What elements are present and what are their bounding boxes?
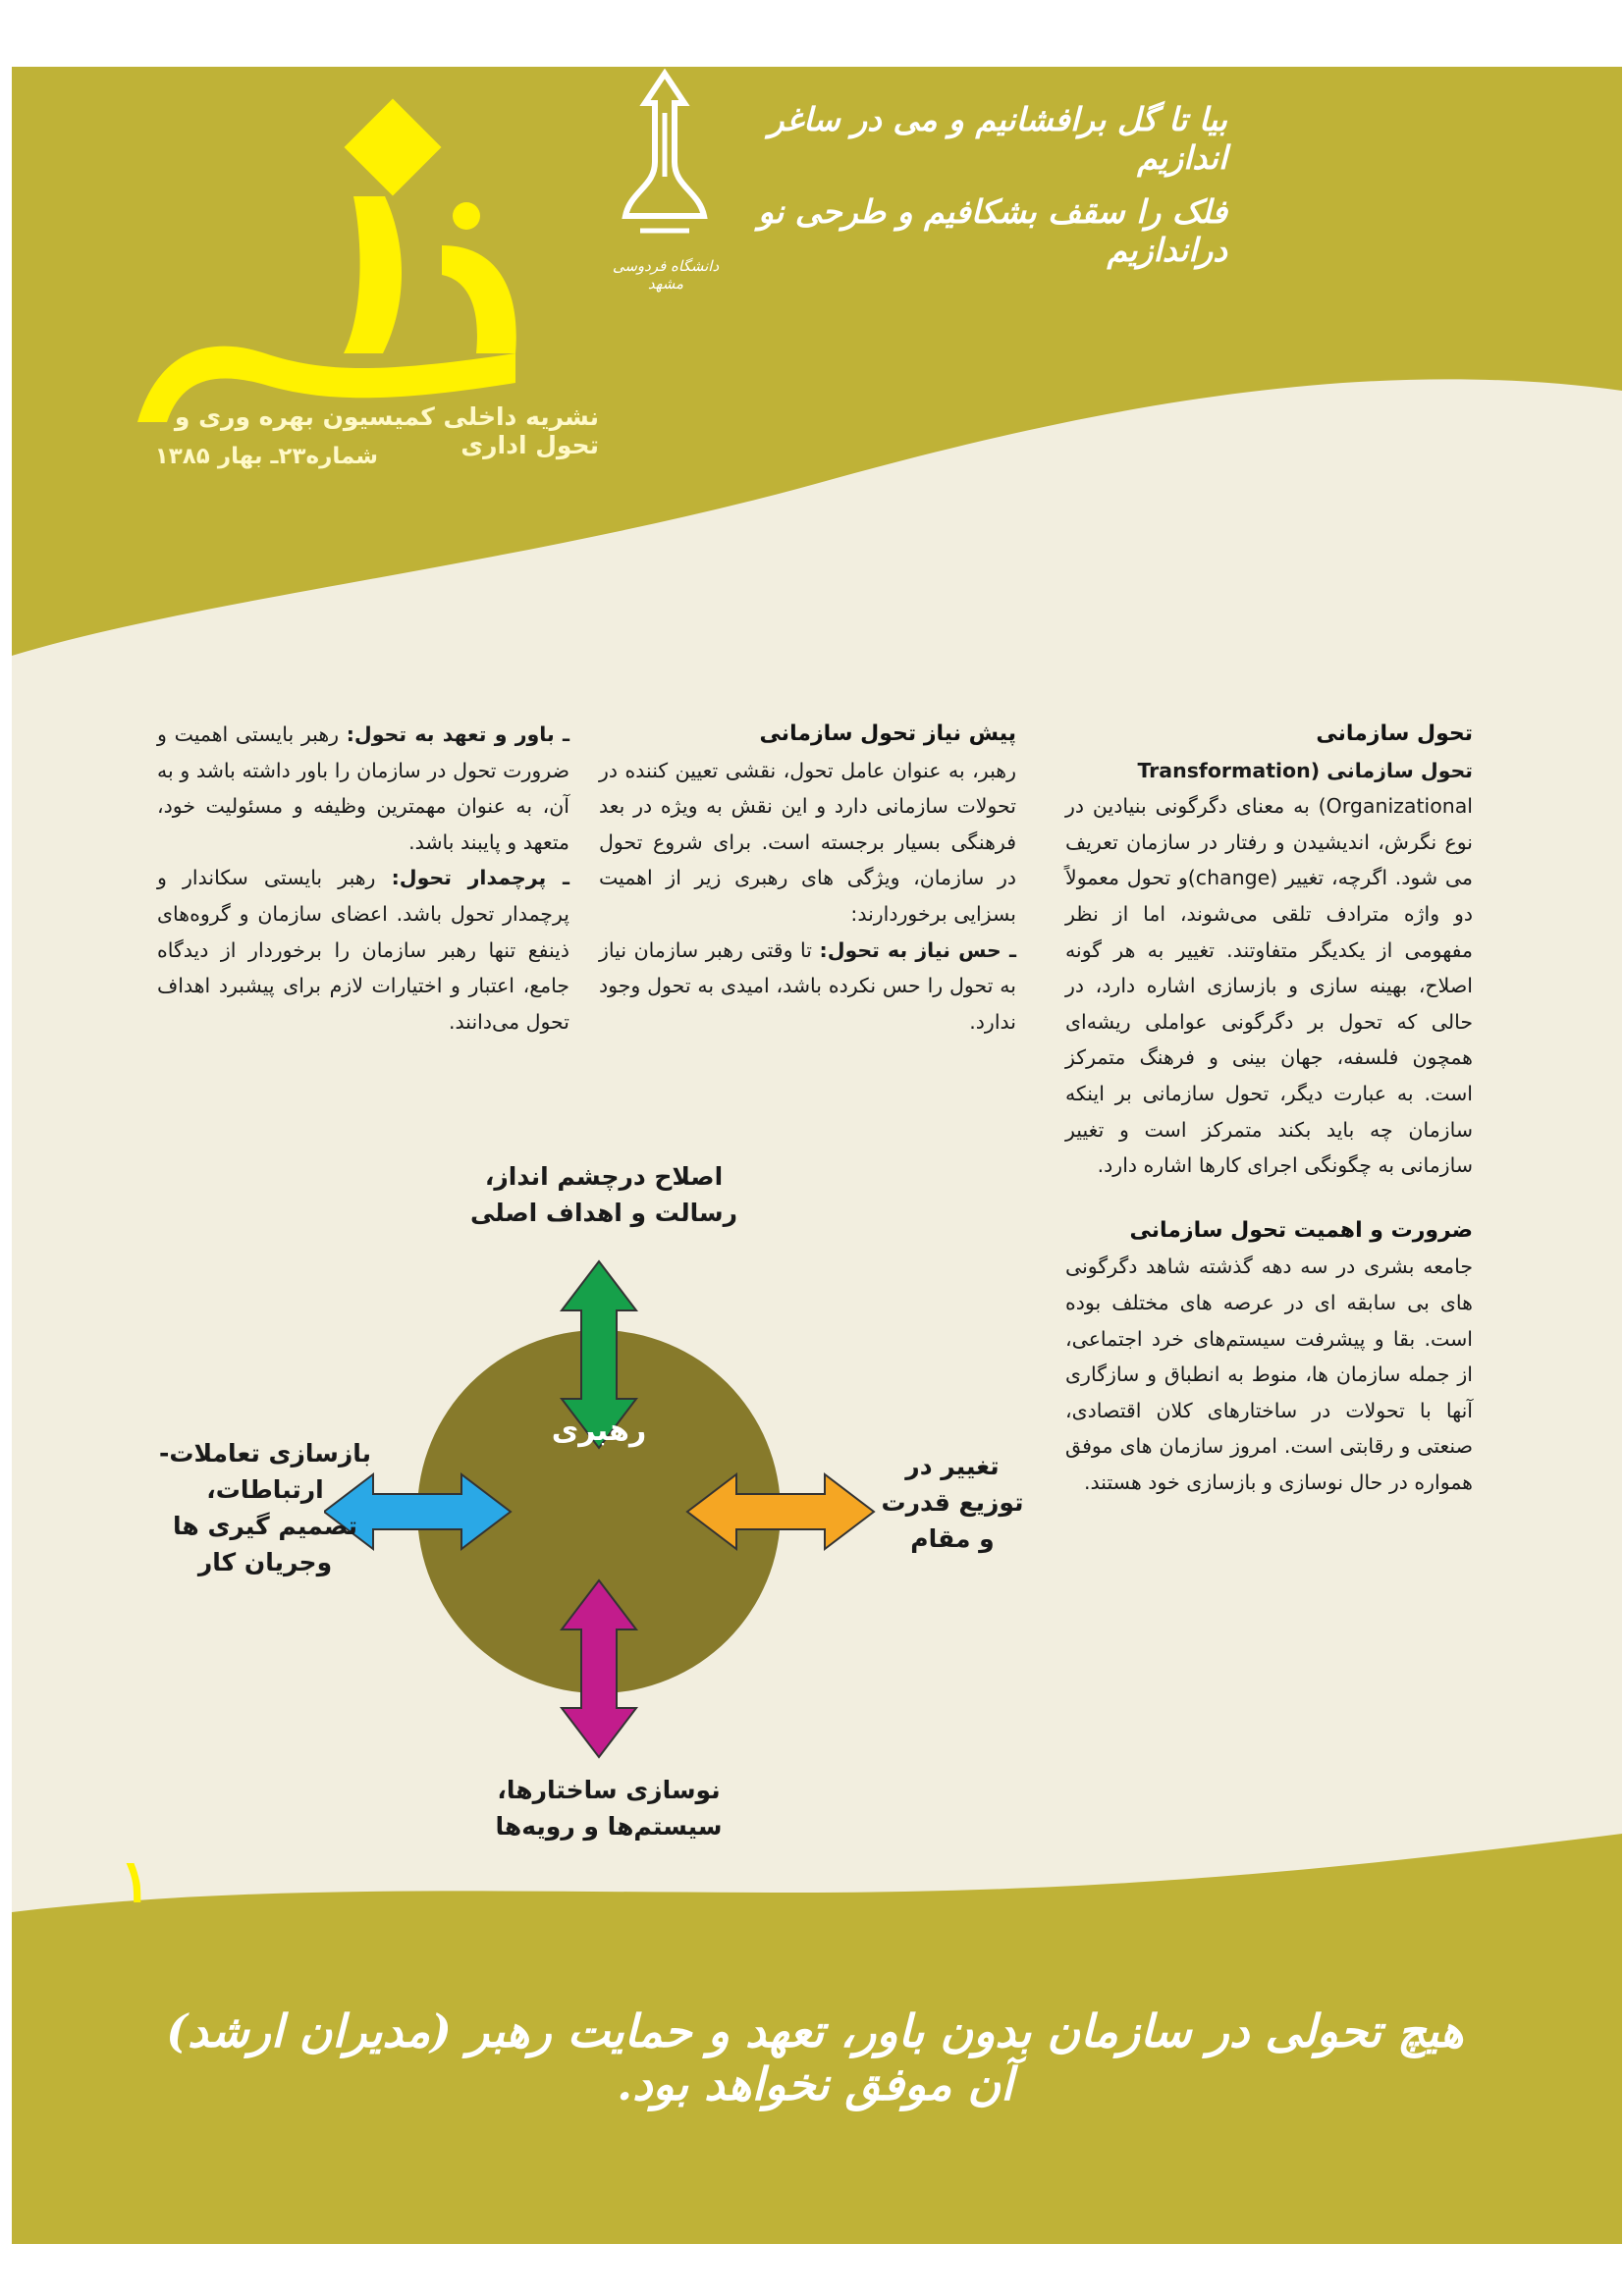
diagram-right-line-3: و مقام bbox=[910, 1524, 995, 1553]
diagram-right-line-1: تغییر در bbox=[905, 1452, 1000, 1480]
lead-belief: ـ باور و تعهد به تحول: bbox=[346, 722, 569, 746]
term-definition-bold: تحول سازمانی (Transformation bbox=[1137, 758, 1473, 782]
text-sense-of-need: تا وقتی رهبر سازمان نیاز به تحول را حس نکرده باشد، امیدی به تحول وجود ندارد. bbox=[599, 937, 1016, 1034]
poem-line-2: فلک را سقف بشکافیم و طرحی نو دراندازیم bbox=[758, 192, 1227, 269]
text-belief: رهبر بایستی اهمیت و ضرورت تحول در سازمان را باور داشته باشد و به آن، به عنوان مهمترین وظیفه و مسئولیت خود، متعهد و پایبند باشد. bbox=[157, 722, 569, 854]
heading-prerequisite: پیش نیاز تحول سازمانی bbox=[759, 721, 1016, 746]
diagram-label-left bbox=[147, 1435, 383, 1580]
poem-line-1: بیا تا گل برافشانیم و می در ساغر اندازیم bbox=[768, 100, 1227, 177]
paragraph-flagbearer bbox=[157, 860, 569, 1040]
paragraph-leader-role: رهبر، به عنوان عامل تحول، نقشی تعیین کننده در تحولات سازمانی دارد و این نقش به ویژه در بعد فرهنگی بسیار برجسته است. برای شروع تحول در سازمان، ویژگی های رهبری زیر از اهمیت بسزایی برخوردارند: bbox=[599, 758, 1016, 926]
diagram-label-top bbox=[447, 1158, 761, 1231]
university-name: دانشگاه فردوسی مشهد bbox=[612, 257, 720, 293]
column-middle bbox=[599, 717, 1016, 1040]
diagram-bottom-line-2: سیستم‌ها و رویه‌ها bbox=[495, 1812, 723, 1841]
university-emblem-icon bbox=[611, 69, 719, 245]
paragraph-necessity: جامعه بشری در سه دهه گذشته شاهد دگرگونی های بی سابقه ای در عرصه های مختلف بوده است. بقا و پیشرفت سیستم‌های خرد اجتماعی، از جمله سازمان ها، منوط به انطباق و سازگاری آنها با تحولات در ساختارهای کلان اقتصادی، صنعتی و رقابتی است. امروز سازمان های موفق همواره در حال نوسازی و بازسازی خود هستند. bbox=[1065, 1255, 1473, 1494]
text-flagbearer: رهبر بایستی سکاندار و پرچمدار تحول باشد. اعضای سازمان و گروه‌های ذینفع تنها رهبر سازمان را برخوردار از دیدگاه جامع، اعتبار و اختیارات لازم برای پیشبرد اهداف تحول می‌دانند. bbox=[157, 866, 569, 1034]
lead-flagbearer: ـ پرچمدار تحول: bbox=[391, 866, 569, 890]
issue-label: شماره۲۳ـ بهار ۱۳۸۵ bbox=[154, 444, 378, 469]
paragraph-belief bbox=[157, 717, 569, 860]
diagram-top-line-2: رسالت و اهداف اصلی bbox=[469, 1199, 738, 1227]
diagram-label-bottom bbox=[452, 1772, 766, 1844]
diagram-left-line-1: بازسازی تعاملات- bbox=[159, 1439, 371, 1468]
diagram-left-line-3: تصمیم گیری ها bbox=[173, 1512, 357, 1540]
heading-organizational-transformation: تحول سازمانی bbox=[1316, 721, 1473, 746]
paragraph-definition: Organizational) به معنای دگرگونی بنیادین در نوع نگرش، اندیشیدن و رفتار در سازمان تعریف می شود. اگرچه، تغییر (change)و تحول معمولاً دو واژه مترادف تلقی می‌شوند، اما از نظر مفهومی از یکدیگر متفاوتند. تغییر به هر گونه اصلاح، بهینه سازی و بازسازی اشاره دارد، در حالی که تحول بر دگرگونی عواملی ریشه‌ای همچون فلسفه، جهان بینی و فرهنگ متمرکز است. به عبارت دیگر، تحول سازمانی بر اینکه سازمان چه باید بکند متمرکز است و تغییر سازمانی به چگونگی اجرای کارها اشاره دارد. bbox=[1065, 794, 1473, 1178]
bottom-quote: هیچ تحولی در سازمان بدون باور، تعهد و حمایت رهبر (مدیران ارشد) آن موفق نخواهد بود. bbox=[166, 2004, 1464, 2110]
lead-sense-of-need: ـ حس نیاز به تحول: bbox=[819, 937, 1017, 962]
column-right bbox=[1065, 717, 1473, 1500]
page-number: ۱ bbox=[119, 1847, 152, 1916]
heading-necessity: ضرورت و اهمیت تحول سازمانی bbox=[1129, 1217, 1473, 1243]
diagram-top-line-1: اصلاح درچشم انداز، bbox=[484, 1162, 724, 1191]
diagram-center-label: رهبری bbox=[551, 1414, 647, 1448]
diagram-right-line-2: توزیع قدرت bbox=[881, 1488, 1024, 1517]
diagram-left-line-4: وجریان کار bbox=[197, 1548, 333, 1576]
publication-subtitle: نشریه داخلی کمیسیون بهره وری و تحول اداری bbox=[174, 402, 599, 459]
diagram-label-right bbox=[864, 1448, 1041, 1557]
diagram-bottom-line-1: نوسازی ساختارها، bbox=[497, 1776, 721, 1804]
diagram-left-line-2: ارتباطات، bbox=[206, 1475, 324, 1504]
column-left bbox=[157, 717, 569, 1040]
paragraph-sense-of-need bbox=[599, 933, 1016, 1041]
